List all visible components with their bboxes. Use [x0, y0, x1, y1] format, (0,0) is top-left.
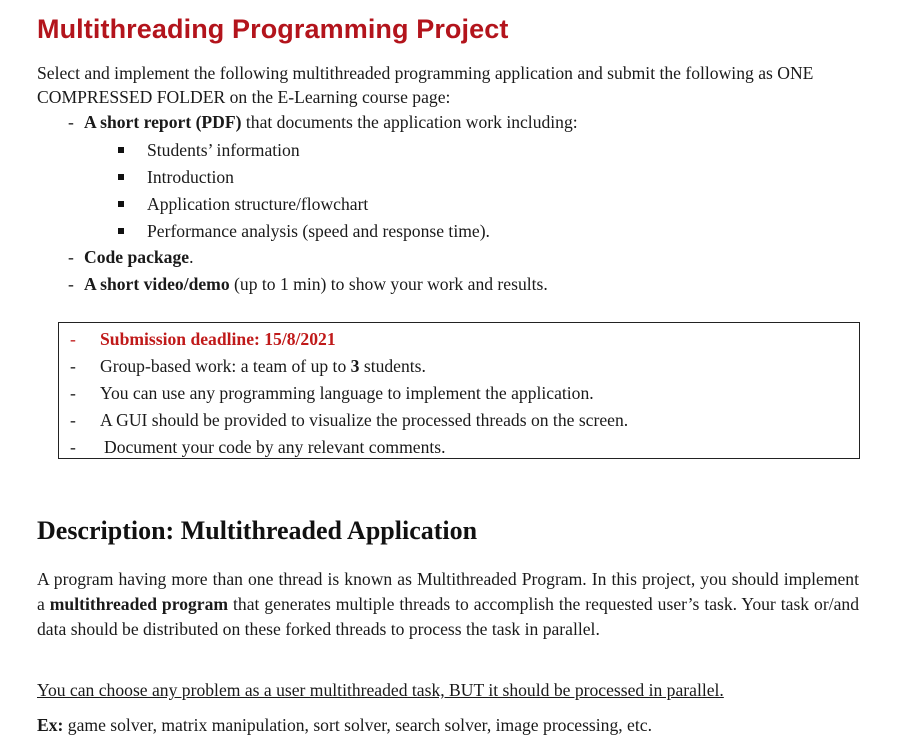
deliverable-report [68, 110, 578, 134]
description-text-after: that generates multiple threads to accomplish the requested user’s task. Your task or/and data should be distributed on these forked threads to process the task in parallel. [37, 594, 859, 639]
group-text-before: Group-based work: a team of up to [100, 356, 351, 376]
dash-marker: - [70, 437, 76, 457]
list-item [117, 219, 490, 246]
dash-marker: - [70, 356, 76, 376]
page-title: Multithreading Programming Project [37, 14, 509, 44]
group-text-after: students. [359, 356, 426, 376]
dash-marker: - [68, 112, 74, 132]
document-item [70, 435, 628, 462]
rules-list [70, 327, 628, 462]
intro-paragraph: Select and implement the following multithreaded programming application and submit the following as ONE COMPRESSED FOLDER on the E-Learning course page: [37, 63, 814, 107]
deliverables-list [68, 110, 578, 134]
square-bullet-icon [118, 147, 124, 153]
deliverable-report-text: that documents the application work including: [241, 112, 578, 132]
gui-item [70, 408, 628, 435]
dash-marker: - [70, 383, 76, 403]
deliverable-code-bold: Code package [84, 247, 190, 267]
gui-text: A GUI should be provided to visualize the processed threads on the screen. [100, 410, 629, 430]
dash-marker: - [70, 329, 76, 349]
parallel-note: You can choose any problem as a user multithreaded task, BUT it should be processed in parallel. [37, 680, 724, 700]
report-items-list [117, 138, 490, 246]
description-heading: Description: Multithreaded Application [37, 516, 478, 545]
description-paragraph [37, 567, 859, 642]
deadline-item [70, 327, 628, 354]
report-item-text: Performance analysis (speed and response time). [147, 221, 490, 241]
dash-marker: - [68, 247, 74, 267]
deliverable-code [68, 245, 548, 272]
deliverable-video [68, 272, 548, 296]
dash-marker: - [70, 410, 76, 430]
document-text: Document your code by any relevant comments. [104, 437, 446, 457]
square-bullet-icon [118, 201, 124, 207]
examples-line [37, 713, 652, 737]
deadline-text: Submission deadline: 15/8/2021 [100, 329, 336, 349]
language-text: You can use any programming language to implement the application. [100, 383, 594, 403]
list-item [117, 165, 490, 192]
examples-text: game solver, matrix manipulation, sort solver, search solver, image processing, etc. [63, 715, 652, 735]
description-text-before: A program having more than one thread is known as Multithreaded Program. In this project, you should implement a [37, 569, 859, 614]
report-item-text: Students’ information [147, 140, 300, 160]
group-number: 3 [350, 356, 360, 376]
deliverable-code-text: . [189, 247, 194, 267]
square-bullet-icon [118, 228, 124, 234]
deliverable-video-text: (up to 1 min) to show your work and results. [229, 274, 548, 294]
report-item-text: Application structure/flowchart [147, 194, 369, 214]
list-item [117, 138, 490, 165]
report-item-text: Introduction [147, 167, 234, 187]
deliverable-report-bold: A short report (PDF) [84, 112, 242, 132]
deliverable-video-bold: A short video/demo [84, 274, 230, 294]
language-item [70, 381, 628, 408]
description-bold: multithreaded program [49, 594, 229, 614]
square-bullet-icon [118, 174, 124, 180]
deliverables-list-continued [68, 245, 548, 296]
examples-label: Ex: [37, 715, 64, 735]
group-item [70, 354, 628, 381]
dash-marker: - [68, 274, 74, 294]
list-item [117, 192, 490, 219]
